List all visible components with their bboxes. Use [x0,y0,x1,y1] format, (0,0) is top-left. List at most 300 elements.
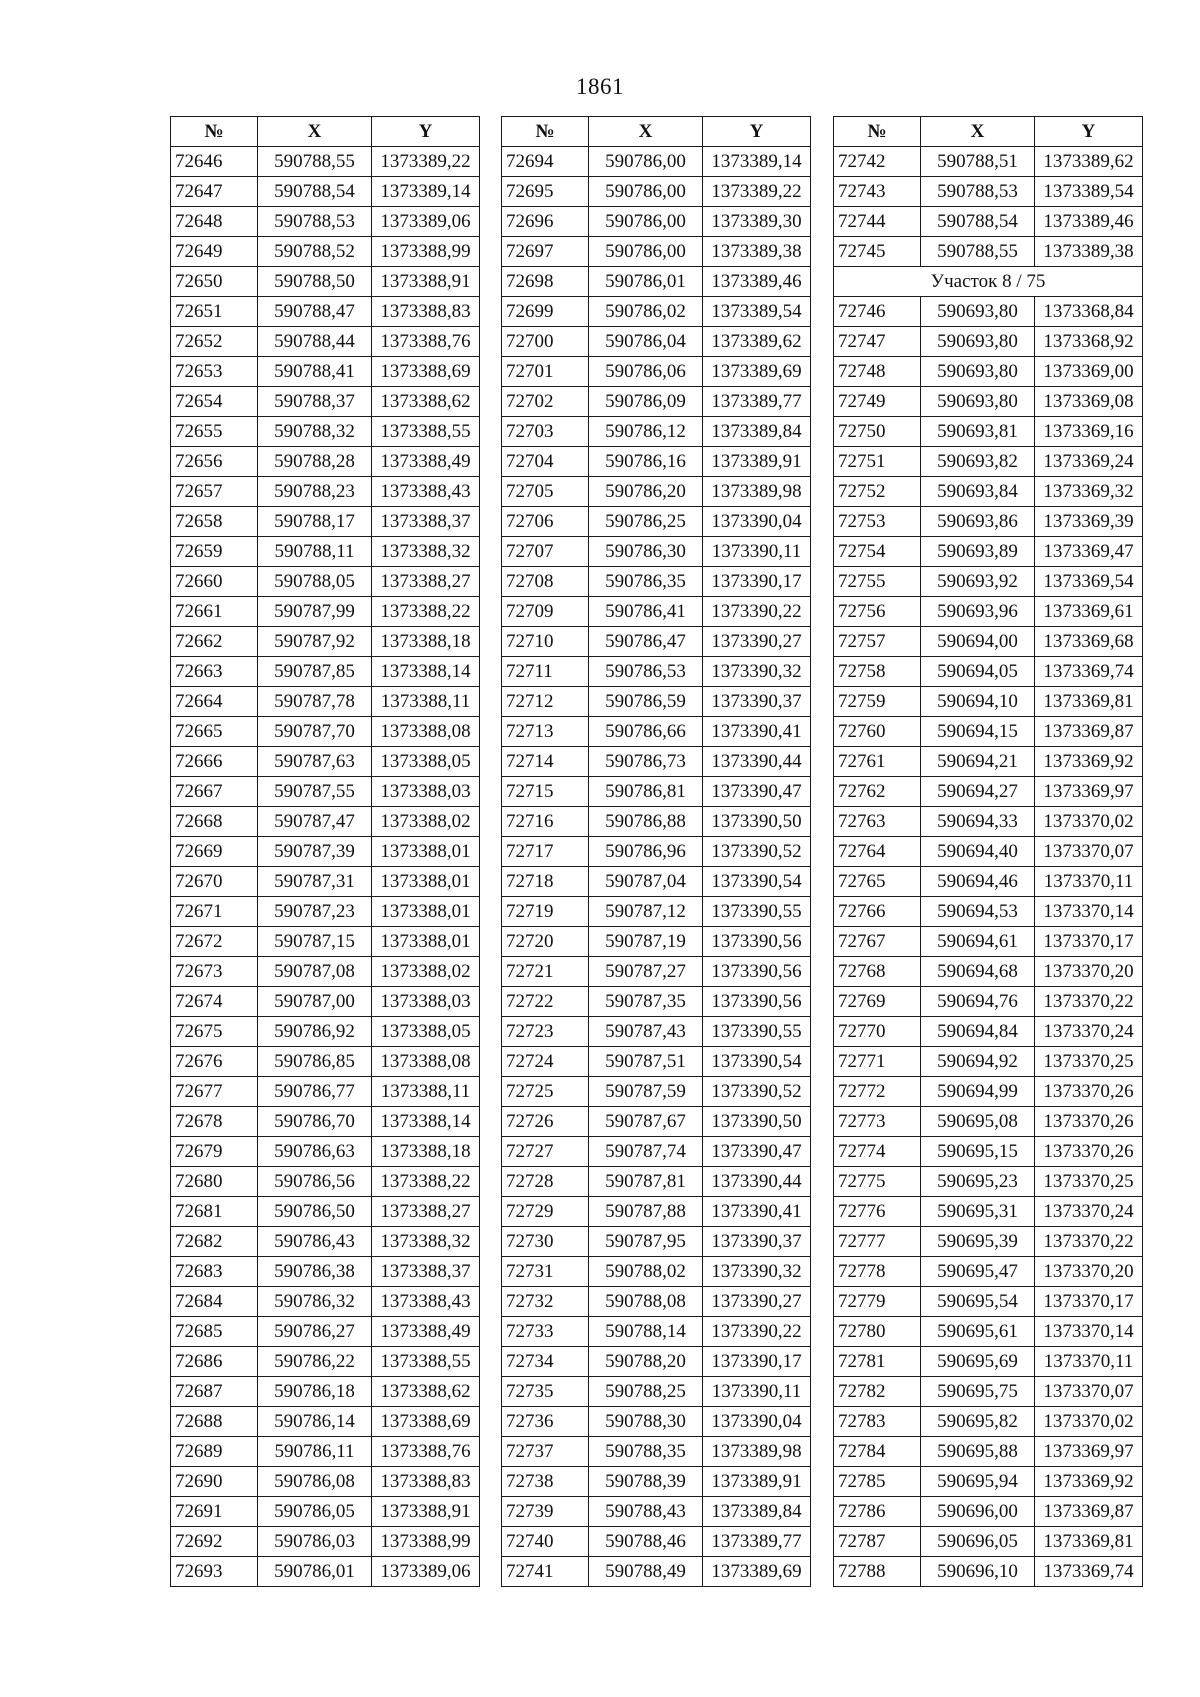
point-number-cell: 72703 [502,417,589,447]
x-coordinate-cell: 590786,96 [589,837,703,867]
y-coordinate-cell: 1373389,22 [372,147,480,177]
x-coordinate-cell: 590788,11 [258,537,372,567]
point-number-cell: 72754 [834,537,921,567]
x-coordinate-cell: 590787,19 [589,927,703,957]
x-coordinate-cell: 590788,08 [589,1287,703,1317]
x-coordinate-cell: 590695,23 [921,1167,1035,1197]
x-coordinate-cell: 590694,76 [921,987,1035,1017]
point-number-cell: 72737 [502,1437,589,1467]
point-number-cell: 72762 [834,777,921,807]
table-row [834,477,1143,507]
header-y: Y [703,117,811,147]
coordinates-table-2 [501,116,811,1587]
table-row [171,1017,480,1047]
point-number-cell: 72760 [834,717,921,747]
table-row [834,1527,1143,1557]
x-coordinate-cell: 590786,92 [258,1017,372,1047]
x-coordinate-cell: 590787,85 [258,657,372,687]
point-number-cell: 72666 [171,747,258,777]
point-number-cell: 72765 [834,867,921,897]
point-number-cell: 72672 [171,927,258,957]
x-coordinate-cell: 590787,59 [589,1077,703,1107]
table-row [502,657,811,687]
x-coordinate-cell: 590696,00 [921,1497,1035,1527]
x-coordinate-cell: 590694,92 [921,1047,1035,1077]
x-coordinate-cell: 590693,82 [921,447,1035,477]
x-coordinate-cell: 590787,51 [589,1047,703,1077]
y-coordinate-cell: 1373369,87 [1035,1497,1143,1527]
header-y: Y [372,117,480,147]
x-coordinate-cell: 590786,11 [258,1437,372,1467]
point-number-cell: 72767 [834,927,921,957]
y-coordinate-cell: 1373390,11 [703,537,811,567]
x-coordinate-cell: 590786,63 [258,1137,372,1167]
point-number-cell: 72652 [171,327,258,357]
table-row [834,1197,1143,1227]
x-coordinate-cell: 590788,35 [589,1437,703,1467]
x-coordinate-cell: 590787,08 [258,957,372,987]
point-number-cell: 72704 [502,447,589,477]
table-row [171,267,480,297]
point-number-cell: 72705 [502,477,589,507]
point-number-cell: 72732 [502,1287,589,1317]
point-number-cell: 72780 [834,1317,921,1347]
y-coordinate-cell: 1373369,74 [1035,657,1143,687]
table-row [502,837,811,867]
table-row [171,1497,480,1527]
table-row [502,327,811,357]
x-coordinate-cell: 590788,55 [258,147,372,177]
point-number-cell: 72736 [502,1407,589,1437]
x-coordinate-cell: 590693,80 [921,387,1035,417]
x-coordinate-cell: 590788,53 [258,207,372,237]
y-coordinate-cell: 1373389,46 [1035,207,1143,237]
point-number-cell: 72695 [502,177,589,207]
point-number-cell: 72787 [834,1527,921,1557]
y-coordinate-cell: 1373390,55 [703,1017,811,1047]
x-coordinate-cell: 590787,15 [258,927,372,957]
x-coordinate-cell: 590788,52 [258,237,372,267]
y-coordinate-cell: 1373388,05 [372,1017,480,1047]
x-coordinate-cell: 590786,01 [589,267,703,297]
table-row [834,177,1143,207]
point-number-cell: 72779 [834,1287,921,1317]
x-coordinate-cell: 590693,80 [921,357,1035,387]
point-number-cell: 72682 [171,1227,258,1257]
x-coordinate-cell: 590693,84 [921,477,1035,507]
point-number-cell: 72658 [171,507,258,537]
x-coordinate-cell: 590788,44 [258,327,372,357]
table-row [171,1137,480,1167]
y-coordinate-cell: 1373388,22 [372,1167,480,1197]
header-x: X [258,117,372,147]
y-coordinate-cell: 1373390,32 [703,657,811,687]
table-row [502,1017,811,1047]
table-row [171,1257,480,1287]
x-coordinate-cell: 590786,85 [258,1047,372,1077]
table-row [502,1437,811,1467]
y-coordinate-cell: 1373390,37 [703,1227,811,1257]
table-row [171,717,480,747]
y-coordinate-cell: 1373388,43 [372,477,480,507]
y-coordinate-cell: 1373369,92 [1035,747,1143,777]
point-number-cell: 72646 [171,147,258,177]
point-number-cell: 72665 [171,717,258,747]
point-number-cell: 72664 [171,687,258,717]
y-coordinate-cell: 1373390,56 [703,927,811,957]
table-row [502,807,811,837]
table-row [171,327,480,357]
point-number-cell: 72722 [502,987,589,1017]
point-number-cell: 72769 [834,987,921,1017]
point-number-cell: 72758 [834,657,921,687]
y-coordinate-cell: 1373389,06 [372,207,480,237]
point-number-cell: 72731 [502,1257,589,1287]
point-number-cell: 72673 [171,957,258,987]
x-coordinate-cell: 590788,20 [589,1347,703,1377]
table-row [502,897,811,927]
x-coordinate-cell: 590787,70 [258,717,372,747]
table-header-row [171,117,480,147]
table-row [502,747,811,777]
y-coordinate-cell: 1373390,52 [703,837,811,867]
x-coordinate-cell: 590786,00 [589,147,703,177]
point-number-cell: 72721 [502,957,589,987]
x-coordinate-cell: 590694,46 [921,867,1035,897]
x-coordinate-cell: 590788,54 [921,207,1035,237]
y-coordinate-cell: 1373369,32 [1035,477,1143,507]
point-number-cell: 72662 [171,627,258,657]
table-row [502,267,811,297]
table-row [502,177,811,207]
y-coordinate-cell: 1373388,02 [372,807,480,837]
x-coordinate-cell: 590695,08 [921,1107,1035,1137]
table-row [502,417,811,447]
y-coordinate-cell: 1373389,62 [1035,147,1143,177]
x-coordinate-cell: 590786,09 [589,387,703,417]
y-coordinate-cell: 1373370,11 [1035,1347,1143,1377]
table-row [171,897,480,927]
x-coordinate-cell: 590787,88 [589,1197,703,1227]
table-row [834,537,1143,567]
point-number-cell: 72741 [502,1557,589,1587]
x-coordinate-cell: 590786,41 [589,597,703,627]
table-row [834,357,1143,387]
point-number-cell: 72756 [834,597,921,627]
x-coordinate-cell: 590787,43 [589,1017,703,1047]
x-coordinate-cell: 590694,33 [921,807,1035,837]
table-row [834,627,1143,657]
point-number-cell: 72775 [834,1167,921,1197]
table-row [834,1317,1143,1347]
x-coordinate-cell: 590788,46 [589,1527,703,1557]
point-number-cell: 72728 [502,1167,589,1197]
coordinates-table-1 [170,116,480,1587]
point-number-cell: 72746 [834,297,921,327]
y-coordinate-cell: 1373388,69 [372,1407,480,1437]
y-coordinate-cell: 1373388,03 [372,777,480,807]
point-number-cell: 72719 [502,897,589,927]
table-row [171,297,480,327]
x-coordinate-cell: 590694,84 [921,1017,1035,1047]
point-number-cell: 72715 [502,777,589,807]
y-coordinate-cell: 1373369,61 [1035,597,1143,627]
table-row [502,927,811,957]
y-coordinate-cell: 1373388,83 [372,297,480,327]
y-coordinate-cell: 1373390,41 [703,1197,811,1227]
table-row [834,1017,1143,1047]
table-row [834,807,1143,837]
table-row [171,1557,480,1587]
x-coordinate-cell: 590694,15 [921,717,1035,747]
y-coordinate-cell: 1373389,98 [703,1437,811,1467]
x-coordinate-cell: 590788,55 [921,237,1035,267]
x-coordinate-cell: 590787,63 [258,747,372,777]
x-coordinate-cell: 590693,81 [921,417,1035,447]
point-number-cell: 72720 [502,927,589,957]
x-coordinate-cell: 590788,30 [589,1407,703,1437]
x-coordinate-cell: 590695,39 [921,1227,1035,1257]
y-coordinate-cell: 1373370,11 [1035,867,1143,897]
table-row [834,1077,1143,1107]
point-number-cell: 72749 [834,387,921,417]
table-row [171,657,480,687]
point-number-cell: 72726 [502,1107,589,1137]
point-number-cell: 72784 [834,1437,921,1467]
y-coordinate-cell: 1373389,91 [703,1467,811,1497]
table-row [834,867,1143,897]
table-row [834,897,1143,927]
table-row [834,1137,1143,1167]
x-coordinate-cell: 590786,06 [589,357,703,387]
table-row [171,207,480,237]
table-row [502,1527,811,1557]
table-row [834,1497,1143,1527]
y-coordinate-cell: 1373369,87 [1035,717,1143,747]
y-coordinate-cell: 1373388,01 [372,927,480,957]
point-number-cell: 72710 [502,627,589,657]
table-row [502,1557,811,1587]
table-row [502,1377,811,1407]
y-coordinate-cell: 1373389,14 [372,177,480,207]
point-number-cell: 72648 [171,207,258,237]
point-number-cell: 72654 [171,387,258,417]
y-coordinate-cell: 1373369,97 [1035,777,1143,807]
point-number-cell: 72763 [834,807,921,837]
x-coordinate-cell: 590787,47 [258,807,372,837]
point-number-cell: 72714 [502,747,589,777]
y-coordinate-cell: 1373368,84 [1035,297,1143,327]
y-coordinate-cell: 1373390,41 [703,717,811,747]
y-coordinate-cell: 1373388,55 [372,1347,480,1377]
point-number-cell: 72730 [502,1227,589,1257]
table-row [502,867,811,897]
table-row [834,1377,1143,1407]
table-row [502,1497,811,1527]
y-coordinate-cell: 1373388,99 [372,237,480,267]
x-coordinate-cell: 590787,92 [258,627,372,657]
table-row [171,1437,480,1467]
x-coordinate-cell: 590786,22 [258,1347,372,1377]
y-coordinate-cell: 1373388,01 [372,837,480,867]
x-coordinate-cell: 590788,02 [589,1257,703,1287]
x-coordinate-cell: 590786,00 [589,177,703,207]
point-number-cell: 72738 [502,1467,589,1497]
point-number-cell: 72692 [171,1527,258,1557]
table-row [834,1167,1143,1197]
x-coordinate-cell: 590787,00 [258,987,372,1017]
point-number-cell: 72684 [171,1287,258,1317]
point-number-cell: 72663 [171,657,258,687]
table-row [834,1047,1143,1077]
x-coordinate-cell: 590696,05 [921,1527,1035,1557]
x-coordinate-cell: 590787,55 [258,777,372,807]
y-coordinate-cell: 1373388,99 [372,1527,480,1557]
table-row [502,1107,811,1137]
point-number-cell: 72670 [171,867,258,897]
header-number: № [834,117,921,147]
y-coordinate-cell: 1373369,81 [1035,687,1143,717]
table-row [171,777,480,807]
table-row [834,1407,1143,1437]
x-coordinate-cell: 590786,70 [258,1107,372,1137]
x-coordinate-cell: 590695,31 [921,1197,1035,1227]
x-coordinate-cell: 590787,04 [589,867,703,897]
y-coordinate-cell: 1373369,39 [1035,507,1143,537]
y-coordinate-cell: 1373389,54 [1035,177,1143,207]
y-coordinate-cell: 1373370,20 [1035,957,1143,987]
x-coordinate-cell: 590786,53 [589,657,703,687]
point-number-cell: 72768 [834,957,921,987]
point-number-cell: 72781 [834,1347,921,1377]
x-coordinate-cell: 590695,75 [921,1377,1035,1407]
y-coordinate-cell: 1373370,17 [1035,927,1143,957]
section-header-row [834,267,1143,297]
table-row [834,1227,1143,1257]
point-number-cell: 72716 [502,807,589,837]
y-coordinate-cell: 1373389,77 [703,1527,811,1557]
y-coordinate-cell: 1373390,54 [703,867,811,897]
x-coordinate-cell: 590786,00 [589,207,703,237]
table-row [834,567,1143,597]
y-coordinate-cell: 1373390,27 [703,627,811,657]
table-row [171,1047,480,1077]
x-coordinate-cell: 590695,82 [921,1407,1035,1437]
table-row [171,1227,480,1257]
point-number-cell: 72752 [834,477,921,507]
table-row [171,387,480,417]
y-coordinate-cell: 1373369,92 [1035,1467,1143,1497]
x-coordinate-cell: 590787,27 [589,957,703,987]
x-coordinate-cell: 590786,35 [589,567,703,597]
x-coordinate-cell: 590786,14 [258,1407,372,1437]
point-number-cell: 72691 [171,1497,258,1527]
x-coordinate-cell: 590787,67 [589,1107,703,1137]
x-coordinate-cell: 590788,37 [258,387,372,417]
point-number-cell: 72751 [834,447,921,477]
point-number-cell: 72702 [502,387,589,417]
x-coordinate-cell: 590786,77 [258,1077,372,1107]
point-number-cell: 72713 [502,717,589,747]
point-number-cell: 72671 [171,897,258,927]
header-number: № [502,117,589,147]
y-coordinate-cell: 1373388,49 [372,447,480,477]
y-coordinate-cell: 1373390,22 [703,1317,811,1347]
point-number-cell: 72718 [502,867,589,897]
point-number-cell: 72785 [834,1467,921,1497]
point-number-cell: 72711 [502,657,589,687]
point-number-cell: 72693 [171,1557,258,1587]
table-row [502,1167,811,1197]
point-number-cell: 72783 [834,1407,921,1437]
x-coordinate-cell: 590694,53 [921,897,1035,927]
table-row [171,1407,480,1437]
table-row [834,957,1143,987]
y-coordinate-cell: 1373370,14 [1035,1317,1143,1347]
x-coordinate-cell: 590786,18 [258,1377,372,1407]
point-number-cell: 72687 [171,1377,258,1407]
table-row [502,1287,811,1317]
table-row [171,1317,480,1347]
table-row [502,387,811,417]
point-number-cell: 72777 [834,1227,921,1257]
point-number-cell: 72651 [171,297,258,327]
y-coordinate-cell: 1373389,69 [703,357,811,387]
y-coordinate-cell: 1373388,02 [372,957,480,987]
y-coordinate-cell: 1373370,26 [1035,1107,1143,1137]
x-coordinate-cell: 590787,35 [589,987,703,1017]
x-coordinate-cell: 590786,81 [589,777,703,807]
y-coordinate-cell: 1373370,26 [1035,1077,1143,1107]
y-coordinate-cell: 1373390,52 [703,1077,811,1107]
point-number-cell: 72677 [171,1077,258,1107]
section-label: Участок 8 / 75 [834,267,1143,297]
x-coordinate-cell: 590788,53 [921,177,1035,207]
y-coordinate-cell: 1373390,55 [703,897,811,927]
table-row [171,537,480,567]
x-coordinate-cell: 590787,95 [589,1227,703,1257]
table-row [834,1467,1143,1497]
x-coordinate-cell: 590788,43 [589,1497,703,1527]
table-row [834,927,1143,957]
table-row [171,177,480,207]
x-coordinate-cell: 590786,08 [258,1467,372,1497]
x-coordinate-cell: 590788,28 [258,447,372,477]
x-coordinate-cell: 590694,99 [921,1077,1035,1107]
x-coordinate-cell: 590787,81 [589,1167,703,1197]
x-coordinate-cell: 590693,80 [921,297,1035,327]
y-coordinate-cell: 1373390,56 [703,957,811,987]
point-number-cell: 72701 [502,357,589,387]
y-coordinate-cell: 1373369,16 [1035,417,1143,447]
y-coordinate-cell: 1373389,91 [703,447,811,477]
table-row [171,1287,480,1317]
x-coordinate-cell: 590787,78 [258,687,372,717]
table-row [502,687,811,717]
y-coordinate-cell: 1373388,01 [372,897,480,927]
point-number-cell: 72656 [171,447,258,477]
header-x: X [921,117,1035,147]
table-row [171,957,480,987]
y-coordinate-cell: 1373369,47 [1035,537,1143,567]
y-coordinate-cell: 1373388,62 [372,387,480,417]
x-coordinate-cell: 590787,31 [258,867,372,897]
y-coordinate-cell: 1373389,98 [703,477,811,507]
y-coordinate-cell: 1373390,17 [703,1347,811,1377]
point-number-cell: 72699 [502,297,589,327]
y-coordinate-cell: 1373369,68 [1035,627,1143,657]
y-coordinate-cell: 1373369,97 [1035,1437,1143,1467]
